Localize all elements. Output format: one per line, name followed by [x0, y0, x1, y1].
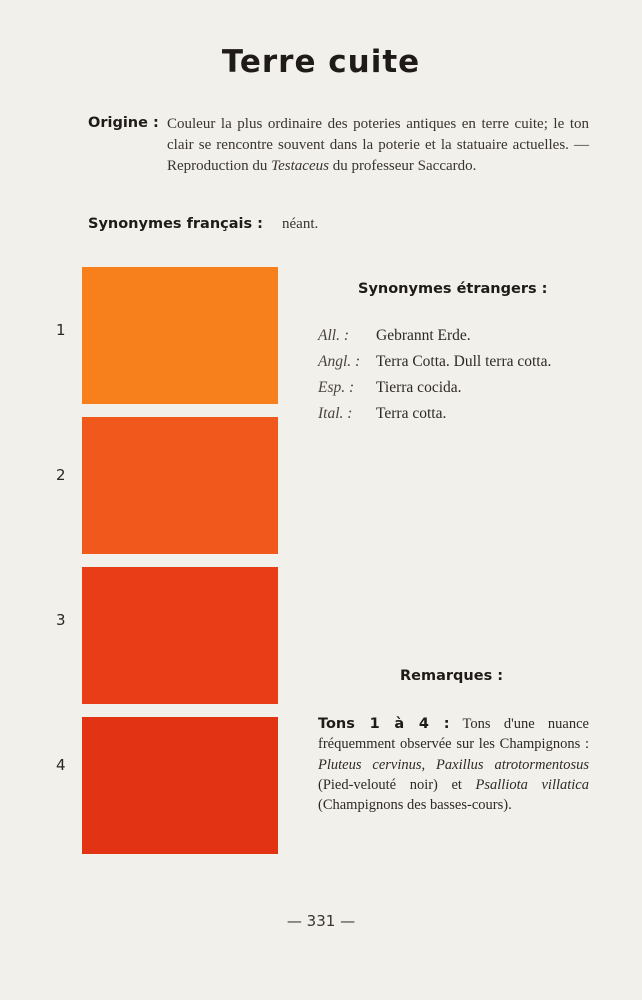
origin-text-italic: Testaceus [271, 158, 329, 174]
species-pluteus: Pluteus cervinus [318, 756, 422, 773]
synonym-row [318, 353, 551, 371]
origin-text [167, 114, 589, 177]
synonym-term: Terra cotta. [376, 405, 447, 422]
synonym-language: Angl. : [318, 353, 361, 370]
synonymes-etrangers-title: Synonymes étrangers : [358, 281, 548, 297]
swatch-number-3: 3 [56, 611, 66, 629]
synonym-row [318, 379, 462, 397]
color-swatch-2 [82, 417, 278, 554]
color-swatch-3 [82, 567, 278, 704]
swatch-number-1: 1 [56, 321, 66, 339]
color-swatch-1 [82, 267, 278, 404]
species-psalliota: Psalliota villatica [475, 776, 589, 793]
synonym-row [318, 327, 471, 345]
species-paxillus: Paxillus atrotormentosus [436, 756, 589, 773]
page-number: — 331 — [286, 912, 356, 930]
synonym-term: Terra Cotta. Dull terra cotta. [376, 353, 552, 370]
synonym-language: All. : [318, 327, 349, 344]
swatch-number-4: 4 [56, 756, 66, 774]
remarques-text-3: (Pied-velouté noir) et [318, 776, 476, 793]
synonym-language: Ital. : [318, 405, 353, 422]
remarques-text-2: , [421, 756, 437, 773]
color-swatch-4 [82, 717, 278, 854]
synonym-term: Gebrannt Erde. [376, 327, 471, 344]
synonymes-francais-label: Synonymes français : [88, 216, 263, 232]
synonym-row [318, 405, 446, 423]
synonym-language: Esp. : [318, 379, 355, 396]
synonym-term: Tierra cocida. [376, 379, 462, 396]
origin-label: Origine : [88, 115, 159, 131]
origin-text-part1: Couleur la plus ordinaire des poteries antiques en terre cuite; le ton clair se rencontre souvent dans la poterie et la statuaire actuelles. — Reproduction du [167, 116, 589, 174]
remarques-text-1: Tons d'une nuance fréquemment observée sur les Champignons : [318, 716, 589, 753]
remarques-label: Tons 1 à 4 : [318, 716, 450, 732]
remarques-title: Remarques : [400, 668, 504, 684]
remarques-text-4: (Champignons des basses-cours). [318, 797, 512, 814]
remarques-text [318, 714, 589, 815]
page-title: Terre cuite [221, 44, 421, 80]
origin-text-part2: du professeur Saccardo. [328, 158, 477, 174]
swatch-number-2: 2 [56, 466, 66, 484]
synonymes-francais-value: néant. [282, 216, 319, 232]
